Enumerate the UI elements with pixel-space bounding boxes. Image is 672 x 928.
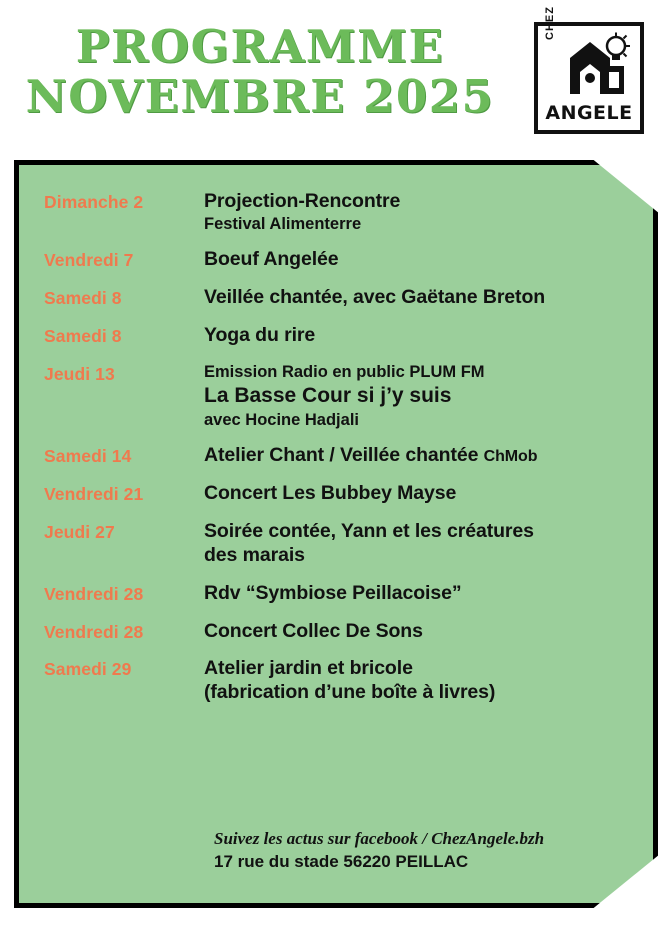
event-title: Concert Collec De Sons (204, 619, 423, 642)
event-list (44, 190, 640, 719)
event-date: Samedi 14 (44, 446, 132, 467)
event-title: Projection-Rencontre (204, 190, 401, 212)
list-item (44, 362, 640, 430)
list-item (44, 582, 640, 606)
logo-chez-text: CHEZ (544, 6, 556, 40)
event-date: Vendredi 28 (44, 583, 144, 604)
event-date: Samedi 8 (44, 288, 122, 309)
list-item (44, 520, 640, 568)
event-content (204, 520, 640, 568)
event-content (204, 620, 640, 644)
event-content (204, 582, 640, 606)
list-item (44, 190, 640, 234)
event-date: Vendredi 28 (44, 621, 144, 642)
event-content (204, 190, 640, 234)
event-title: Concert Les Bubbey Mayse (204, 482, 457, 505)
logo-angele-text: ANGELE (545, 102, 633, 124)
list-item (44, 657, 640, 705)
event-date: Jeudi 27 (44, 522, 115, 543)
poster-footer (214, 828, 544, 874)
programme-panel (14, 160, 658, 908)
event-title: Boeuf Angelée (204, 248, 339, 271)
event-title: Atelier Chant / Veillée chantée (204, 444, 479, 467)
event-date: Samedi 8 (44, 326, 122, 347)
list-item (44, 286, 640, 310)
event-date: Samedi 29 (44, 659, 132, 680)
list-item (44, 248, 640, 272)
event-pretitle: Emission Radio en public PLUM FM (204, 363, 485, 382)
event-content (204, 482, 640, 506)
footer-address: 17 rue du stade 56220 PEILLAC (214, 852, 469, 872)
event-title: Veillée chantée, avec Gaëtane Breton (204, 286, 546, 309)
event-title: Rdv “Symbiose Peillacoise” (204, 581, 462, 604)
event-subtitle: avec Hocine Hadjali (204, 410, 359, 429)
title-line-2: NOVEMBRE 2025 (25, 70, 495, 124)
event-title-line2: (fabrication d’une boîte à livres) (204, 681, 496, 704)
event-title: Soirée contée, Yann et les créatures (204, 520, 534, 543)
event-content (204, 444, 640, 468)
event-content (204, 286, 640, 310)
poster-header (0, 0, 672, 152)
event-date: Vendredi 7 (44, 250, 134, 271)
event-content (204, 248, 640, 272)
event-title-line2: des marais (204, 543, 305, 566)
title-line-1: PROGRAMME (75, 20, 445, 73)
event-title-suffix: ChMob (483, 448, 538, 466)
event-title: Atelier jardin et bricole (204, 657, 413, 680)
event-subtitle: Festival Alimenterre (204, 214, 362, 233)
event-content (204, 362, 640, 430)
event-title-wrap (204, 444, 640, 468)
lightbulb-person-icon (560, 32, 638, 96)
event-content (204, 324, 640, 348)
list-item (44, 324, 640, 348)
list-item (44, 444, 640, 468)
list-item (44, 620, 640, 644)
event-title: La Basse Cour si j’y suis (204, 384, 452, 408)
event-date: Jeudi 13 (44, 364, 115, 385)
list-item (44, 482, 640, 506)
event-date: Dimanche 2 (44, 192, 144, 212)
event-content (204, 657, 640, 705)
footer-social: Suivez les actus sur facebook / ChezAngele.bzh (214, 829, 545, 849)
event-date: Vendredi 21 (44, 484, 144, 505)
page-title (0, 22, 520, 123)
logo-chez-angele (534, 6, 644, 134)
event-title: Yoga du rire (204, 324, 316, 347)
